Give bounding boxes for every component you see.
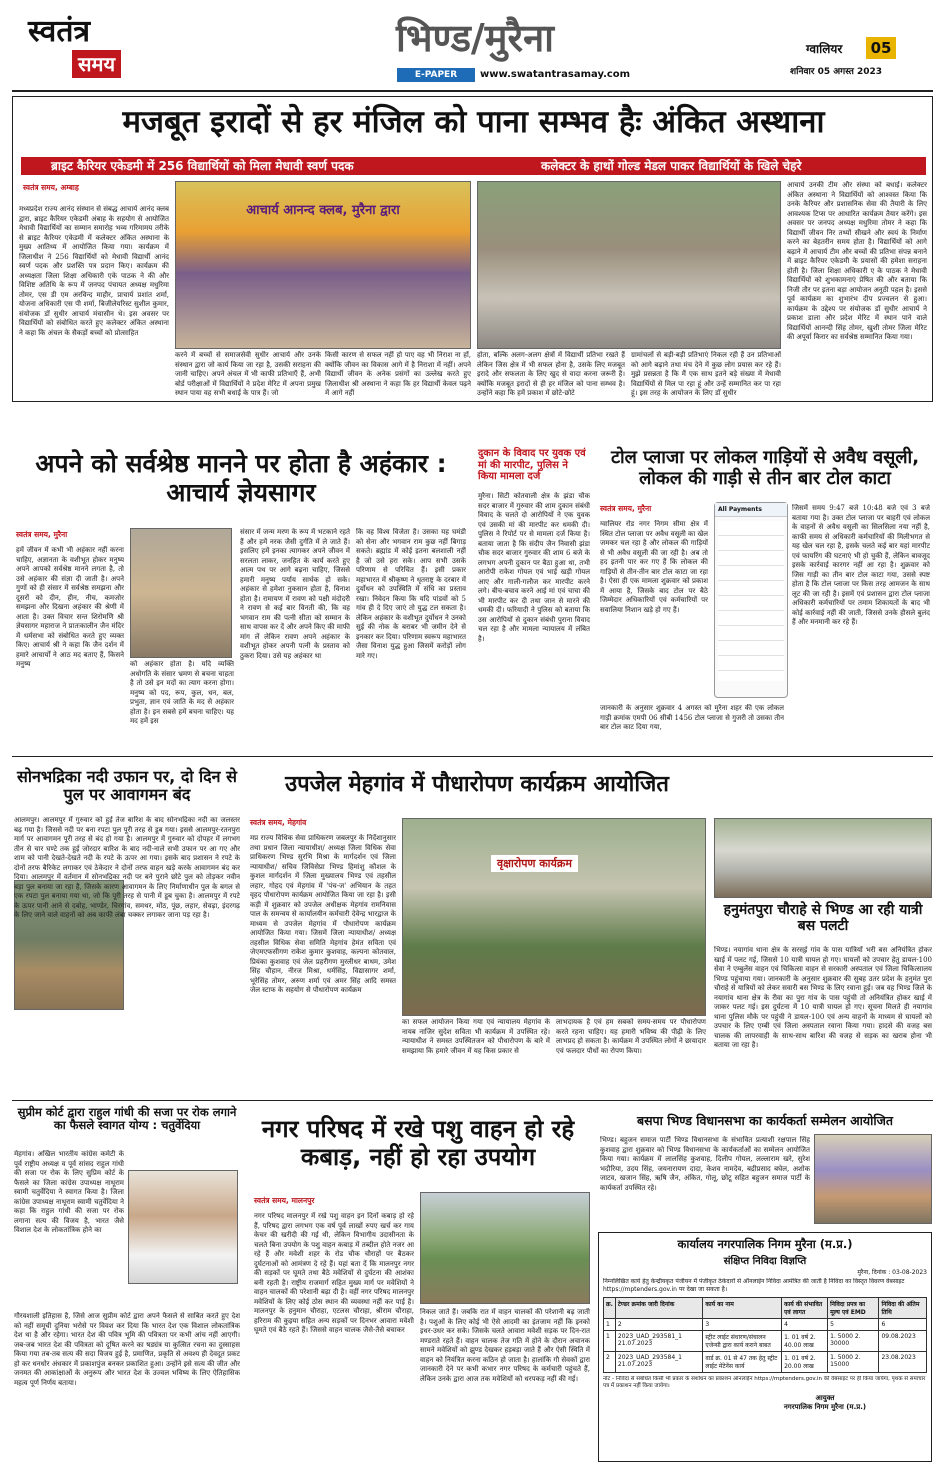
phone-header: All Payments xyxy=(715,503,787,517)
tender-header-row xyxy=(604,1298,927,1319)
tender-table xyxy=(603,1297,927,1373)
lead-col-3: किसी कारण से सफल नहीं हो पाए वह भी निराश ना हों, क्योंकि जीवन का विकास आगे में है निराशा में नहीं। अपने विद्यार्थी जीवन के अनेक प्रसंगों का उल्लेख करते हुए जिलाधीश श्री अस्थाना ने कहा कि हर विद्यार्थी केवल पढ़ने में आगे नहीं xyxy=(325,351,471,397)
lead-story xyxy=(12,96,933,402)
tender-col-date: निविदा की अंतिम तिथि xyxy=(879,1298,927,1319)
masthead xyxy=(0,0,945,90)
tender-col-tender: टेण्डर क्रमांक जारी दिनांक xyxy=(615,1298,703,1319)
dukaan-body: मुरैना। सिटी कोतवाली क्षेत्र के झंडा चौक सदर बाजार में गुरुवार की शाम दुकान संबंधी विवाद के चलते दो आरोपियों ने एक युवक एवं उसकी मां की मारपीट कर धमकी दी। पुलिस ने रिपोर्ट पर से मामला दर्ज किया है। बताया जाता है कि संदीप जैन निवासी झंडा चौक सदर बाजार गुरुवार की शाम 6 बजे के लगभग अपनी दुकान पर बैठा हुआ था, तभी आरोपी राकेश गोयल एवं भाई खड़ी गोयल आए और गाली-गलौज कर मारपीट करने लगे। बीच-बचाव करने आई मां एवं चाचा की भी मारपीट कर दी तथा जान से मारने की धमकी दी। फरियादी ने पुलिस को बताया कि उस आरोपियों से दुकान संबंधी पुराना विवाद चल रहा है और मामला न्यायालय में लंबित है। xyxy=(478,492,590,643)
paudharopan-photo xyxy=(402,818,706,1016)
epaper-label: E-PAPER xyxy=(397,68,475,82)
tender-index-cell: 3 xyxy=(703,1319,782,1331)
edition-title: भिण्ड/मुरैना xyxy=(395,16,554,60)
tender-cell-tender: 2023_UAD_293581_1 21.07.2023 xyxy=(615,1331,703,1352)
tender-index-cell: 6 xyxy=(879,1319,927,1331)
supreme-photo xyxy=(128,1170,238,1284)
ahankar-col-2: को अहंकार होता है। यदि व्यक्ति अधोगति के संसार भ्रमण से बचना चाहता है तो उसे इन मदों का त्याग करना होगा। मनुष्य को पद, रूप, कुल, धन, बल, प्रभुता, ज्ञान एवं जाति के मद से अहंकार होता है। इन सबसे हमें बचना चाहिए। यह मद हमें इस xyxy=(130,660,234,725)
masthead-rule xyxy=(12,90,933,92)
paudharopan-col-1: मप्र राज्य विधिक सेवा प्राधिकरण जबलपुर के निर्देशानुसार तथा प्रधान जिला न्यायाधीश/ अध्यक्ष जिला विधिक सेवा प्राधिकरण भिण्ड सुरभि मिश्रा के मार्गदर्शन एवं जिला न्यायाधीश/ सचिव जिविसेप्रा भिण्ड हिमांशु कौशल के कुशल मार्गदर्शन में जिला मुख्यालय भिण्ड एवं तहसील लहार, गोहद एवं मेहगांव में 'पंच-ज' अभियान के तहत वृहद पौधारोपण कार्यक्रम आयोजित किया जा रहा है। इसी कड़ी में शुक्रवार को उपजेल अधीक्षक मेहगांव रामनिवास पाल के समन्वय से कार्यालयीन कर्मचारी देवेन्द्र भारद्वाज के माध्यम से उपजेल मेहगांव में पौधारोपण कार्यक्रम आयोजित किया गया। जिसमें जिला न्यायाधीश/ अध्यक्ष तहसील विधिक सेवा समिति मेहगांव हेमंत सविता एवं जेएमएफसीगण राकेश कुमार कुशवाह, कल्पना कोतवाल, प्रियंका कुशवाह एवं जेल प्रहरीगण मुरलीधर बाथम, उमेश सिंह चौहान, नीरज मिश्रा, धर्मसिंह, विद्यासागर शर्मा, भूरेसिंह तोमर, अरुण शर्मा एवं अमर सिंह आदि समस्त जेल स्टाफ के सहयोग से पौधारोपण कार्यक्रम xyxy=(250,834,396,994)
brand-bottom: समय xyxy=(72,50,121,78)
tender-note: नोट - निविदा से संबंधित किसी भी प्रकार के संशोधन का प्रकाशन ऑनलाईन https://mptenders.gov.in की वेबसाइट पर ही किया जायेगा, पृथक से समाचार पत्र में प्रकाशन नहीं किया जायेगा। xyxy=(603,1376,926,1389)
supreme-body-2: गौरवशाली इतिहास है, जिसे आज सुप्रीम कोर्ट द्वारा अपने फैसले से साबित करते हुए देश को नहीं समूची दुनिया भरोसे पर विवश कर दिया कि भारत देश एक विशाल लोकतांत्रिक देश था है और रहेगा। भारत देश की पवित्र भूमि की पवित्रता पर कभी आंच नहीं आएगी। जब-जब भारत देश की पवित्रता को दूषित करने का षड्यंत्र या कुत्सित रचना का दुस्साहस किया गया तब-तब सत्य की सदा विजय हुई है, प्रमाणित, प्रकृति से अवश्य ही देवदूत प्रकट हो कर धनधोर अंधकार में प्रकाशपुंज बनकर प्रकाशित हुआ। उन्होंने इसे सत्य की जीत और जनमत की आकांक्षाओं के अनुरूप और भारत देश के उज्वल भविष्य के लिए ऐतिहासिक महत्व पूर्ण निर्णय बताया। xyxy=(14,1312,240,1387)
city-label: ग्वालियर xyxy=(806,42,843,56)
paudharopan-col-2: का सफल आयोजन किया गया एवं न्यायालय मेहगांव के नायब नाजिर सुदेश सविता भी कार्यक्रम में उपस्थित रहे। न्यायाधीश ने समस्त उपस्थितजन को पौधारोपण के बारे में समझाया कि हमारे जीवन में यह किस प्रकार से xyxy=(402,1018,550,1055)
ahankar-headline: अपने को सर्वश्रेष्ठ मानने पर होता है अहंकार : आचार्य ज्ञेयसागर xyxy=(35,449,447,507)
tender-cell-tender: 2023_UAD_293584_1 21.07.2023 xyxy=(615,1352,703,1373)
section-rule-1 xyxy=(12,756,933,757)
paudharopan-col-3: लाभदायक है एवं हम सबको समय-समय पर पौधारोपण करते रहना चाहिए। यह हमारी भविष्य की पीढ़ी के लिए लाभप्रद हो सकता है। कार्यक्रम में उपस्थित लोगों ने छायादार एवं फलदार पौधों का रोपण किया। xyxy=(556,1018,706,1055)
toll-headline: टोल प्लाजा पर लोकल गाड़ियों से अवैध वसूली, लोकल की गाड़ी से तीन बार टोल काटा xyxy=(610,447,920,489)
tender-index-cell: 1 xyxy=(604,1319,616,1331)
toll-col-2: जिसमें समय 9:47 बजे 10:48 बजे एवं 3 बजे बताया गया है। उक्त टोल प्लाजा पर बाहरी एवं लोकल के वाहनों से अवैध वसूली का सिलसिला नया नहीं है, काफी समय से अधिकारी कर्मचारियों की मिलीभगत से यह खेल चल रहा है, इसके चलते कई बार यहां मारपीट एवं फायरिंग की घटनाएं भी हो चुकी हैं, लेकिन बावजूद इसके कार्रवाई कारगर नहीं आ रहा है। शुक्रवार को जिस गाड़ी का तीन बार टोल काटा गया, उससे स्पष्ट होता है कि टोल प्लाजा पर किस तरह आमजन के साथ लूट की जा रही है। इसमें एवं प्रशासन द्वारा टोल प्लाजा अधिकारी कर्मचारियों पर तमाम शिकायतों के बाद भी कोई कार्रवाई नहीं की जाती, जिससे उनके हौसले बुलंद हैं और मनमानी कर रहे हैं। xyxy=(792,504,930,626)
tender-col-cost: कार्य की संभावित एवं लागत xyxy=(782,1298,828,1319)
paudharopan-byline: स्वतंत्र समय, मेहगांव xyxy=(250,818,307,827)
brand-logo xyxy=(28,14,128,86)
ahankar-byline: स्वतंत्र समय, मुरैना xyxy=(16,530,68,539)
tender-cell-cost: 1. 01 वर्ष 2. 40.00 लाख xyxy=(782,1331,828,1352)
basapa-headline: बसपा भिण्ड विधानसभा का कार्यकर्ता सम्मेलन आयोजित xyxy=(636,1113,894,1128)
dukaan-headline: दुकान के विवाद पर युवक एवं मां की मारपीट, पुलिस ने किया मामला दर्ज xyxy=(478,448,586,482)
supreme-headline: सुप्रीम कोर्ट द्वारा राहुल गांधी की सजा पर रोक लगाने का फैसले स्वागत योग्य : चतुर्वेदिया xyxy=(17,1105,237,1133)
tender-cell-date: 23.08.2023 xyxy=(879,1352,927,1373)
toll-phone-screenshot xyxy=(714,502,788,698)
paudharopan-banner: वृक्षारोपण कार्यक्रम xyxy=(491,855,578,872)
bus-photo xyxy=(714,818,932,898)
lead-photo-crowd xyxy=(477,181,781,349)
nagar-col-2: निकल जाते हैं। जबकि रात में वाहन चालकों की परेशानी बढ़ जाती है। पशुओं के लिए कोई भी ऐसे आदमी का इंतजाम नहीं कि इनको इधर-उधर कर सके। जिसके चलते आवारा मवेशी सड़क पर दिन-रात मण्डराते रहते हैं। वाहन चालक तेज गति में होने के दौरान अचानक सामने मवेशियों को झुण्ड देखकर हड़बड़ा जाते हैं और ऐसी स्थिति में वाहन को नियंत्रित करना कठिन हो जाता है। हालांकि गौ सेवकों द्वारा जानकारी देने पर कभी कभार नगर परिषद के कर्मचारी पहुंचते हैं, लेकिन उनके द्वारा आज तक मवेशियों को धरपकड़ नहीं की गई। xyxy=(420,1308,590,1383)
tender-signature-title: आयुक्त xyxy=(815,1394,835,1402)
ahankar-col-1: हमें जीवन में कभी भी अहंकार नहीं करना चाहिए, अज्ञानता के वशीभूत होकर मनुष्य अपने आपको सर्वश्रेष्ठ मानने लगता है, तो उसे अहंकार की संज्ञा दी जाती है। अपने गुणों को ही संसार में सर्वश्रेष्ठ समझना और दूसरों को दीन, हीन, नीच, कमजोर समझना और दिखना अहंकार की श्रेणी में आता है। उक्त विचार सन्त शिरोमणि श्री ज्ञेयसागर महाराज ने प्रातःकालीन जैन मंदिर में धर्मसभा को संबोधित करते हुए व्यक्त किए। आचार्य श्री ने कहा कि जैन दर्शन में हमारे आचार्यों ने आठ मद बताए हैं, किसने मनुष्य xyxy=(16,546,124,668)
lead-col-4: होता, बल्कि अलग-अलग क्षेत्रों में विद्यार्थी प्रतिभा रखते हैं लेकिन जिस क्षेत्र में भी सफल होना है, उसके लिए मजबूत इरादे और सफलता के लिए खुद से वादा करना जरूरी है। क्योंकि मजबूत इरादों से ही हर मंजिल को पाना सम्भव है। उन्होंने कहा कि हमें प्रकाश में छोटे-छोटे xyxy=(477,351,625,397)
sonbhadrika-headline: सोनभद्रिका नदी उफान पर, दो दिन से पुल पर आवागमन बंद xyxy=(17,767,237,805)
tender-index-cell: 4 xyxy=(782,1319,828,1331)
tender-cell-no: 1 xyxy=(604,1331,616,1352)
tender-signature-office: नगरपालिक निगम मुरैना (म.प्र.) xyxy=(783,1403,867,1411)
tender-col-work: कार्य का नाम xyxy=(703,1298,782,1319)
tender-col-emd: निविदा प्रपत्र का मूल्य एवं EMD xyxy=(828,1298,879,1319)
lead-strap xyxy=(21,157,926,175)
tender-ref: मुरैना, दिनांक : 03-08-2023 xyxy=(857,1269,927,1276)
lead-photo-award xyxy=(175,181,471,349)
toll-col-1: ग्वालियर रोड नगर निगम सीमा क्षेत्र में स्थित टोल प्लाजा पर अवैध वसूली का खेल जमकर चल रहा है और लोकल की गाड़ियों से भी अवैध वसूली की जा रही है। अब तो हद इतनी पार कर गए हैं कि लोकल की गाड़ियों से तीन-तीन बार टोल काटा जा रहा है। ऐसा ही एक मामला शुक्रवार को प्रकाश में आया है, जिसके बाद टोल पर बैठे जिम्मेदार अधिकारियों एवं कर्मचारियों पर सवालिया निशान खड़े हो गए हैं। xyxy=(600,520,708,614)
page-number: 05 xyxy=(866,37,896,59)
tender-cell-emd: 1. 5000 2. 15000 xyxy=(828,1352,879,1373)
nagar-photo xyxy=(420,1192,590,1304)
lead-headline: मजबूत इरादों से हर मंजिल को पाना सम्भव हैः अंकित अस्थाना xyxy=(122,104,825,140)
tender-cell-emd: 1. 5000 2. 30000 xyxy=(828,1331,879,1352)
table-row xyxy=(604,1352,927,1373)
photo-banner-text: आचार्य आनन्द क्लब, मुरैना द्वारा xyxy=(246,203,400,218)
tender-intro: निम्नलिखित कार्य हेतु केन्द्रीयकृत पंजीयन में पंजीकृत ठेकेदारों से ऑनलाईन निविदा आमंत्रित की जाती है निविदा का विस्तृत विवरण वेबसाइट https://mptenders.gov.in पर देखा जा सकता है। xyxy=(603,1278,905,1293)
paudharopan-headline: उपजेल मेहगांव में पौधारोपण कार्यक्रम आयोजित xyxy=(285,772,669,797)
tender-cell-date: 09.08.2023 xyxy=(879,1331,927,1352)
tender-cell-work: स्ट्रीट लाईट संधारण/संचालन एजेन्सी द्वारा कार्य कराने बाबत xyxy=(703,1331,782,1352)
toll-col-1b: जानकारी के अनुसार शुक्रवार 4 अगस्त को मुरैना शहर की एक लोकल गाड़ी क्रमांक एमपी 06 सीबी 1456 टोल प्लाजा से गुजरी तो उसका तीन बार टोल काट दिया गया, xyxy=(600,704,784,731)
tender-col-no: क्र. xyxy=(604,1298,616,1319)
tender-index-row xyxy=(604,1319,927,1331)
issue-date: शनिवार 05 अगस्त 2023 xyxy=(790,67,883,77)
tender-office: कार्यालय नगरपालिक निगम मुरैना (म.प्र.) xyxy=(677,1237,853,1251)
nagar-headline: नगर परिषद में रखे पशु वाहन हो रहे कबाड़, नहीं हो रहा उपयोग xyxy=(261,1115,575,1171)
tender-cell-no: 2 xyxy=(604,1352,616,1373)
tender-cell-cost: 1. 01 वर्ष 2. 20.00 लाख xyxy=(782,1352,828,1373)
bus-headline: हनुमंतपुरा चौराहे से भिण्ड आ रही यात्री बस पलटी xyxy=(723,902,923,935)
lead-col-1: मध्यप्रदेश राज्य आनंद संस्थान से संबद्ध आचार्य आनंद क्लब द्वारा, ब्राइट कैरियर एकेडमी अंबाह के सहयोग से आयोजित मेधावी विद्यार्थियों का सम्मान समारोह भव्य गरिमामय तरीके से ब्राइट कैरियर एकेडमी में कलेक्टर अंकित अस्थाना के मुख्य आतिथ्य में आयोजित किया गया। कार्यक्रम में जिलाधीश ने 256 विद्यार्थियों को मेधावी विद्यार्थी आनंद स्वर्ण पदक और प्रशस्ति पत्र प्रदान किए। कार्यक्रम की अध्यक्षता जिला शिक्षा अधिकारी एके पाठक ने की और विशिष्ट अतिथि के रूप में जनपद पंचायत अध्यक्ष मधुरिमा तोमर, एस डी एम अरविन्द माहौर, प्राचार्य प्रशांत शर्मा, योजना अधिकारी एस पी शर्मा, बिजीलेयरिस्ट सुशील कुमार, संयोजक डॉ सुधीर आचार्य मंचासीन थे। इस अवसर पर विद्यार्थियों को संबोधित करते हुए कलेक्टर अंकित अस्थाना ने कहा कि अंचल के सैकड़ों बच्चों को प्रोत्साहित xyxy=(19,205,169,337)
strap-right: कलेक्टर के हाथों गोल्ड मेडल पाकर विद्यार्थियों के खिले चेहरे xyxy=(541,159,802,173)
supreme-body-1: मेहगांव। अखिल भारतीय कांग्रेस कमेटी के पूर्व राष्ट्रीय अध्यक्ष व पूर्व सांसद राहुल गांधी की सजा पर रोक के लिए सुप्रिम कोर्ट के फैसले का जिला कांग्रेस उपाध्यक्ष नाथूराम स्वामी चतुर्वेदिया ने स्वागत किया है। जिला कांग्रेस उपाध्यक्ष नाथूराम स्वामी चतुर्वेदिया ने कहा कि राहुल गांधी की सजा पर रोक लगाना सत्य की विजय है, भारत जैसे विशाल देश के लोकतांत्रिक होने का xyxy=(14,1150,124,1234)
tender-cell-work: वार्ड क्र. 01 से 47 तक हेतु स्ट्रीट लाईट मेंटेनेंस कार्य xyxy=(703,1352,782,1373)
toll-byline: स्वतंत्र समय, मुरैना xyxy=(600,504,652,513)
nagar-col-1: नगर परिषद मालनपुर में रखे पशु वाहन इन दिनों कबाड़ हो रहे हैं, परिषद द्वारा लगभग एक वर्ष पूर्व लाखों रुपए खर्च कर गाय केचर की खरीदी की गई थी, लेकिन विभागीय उदासीनता के चलते बिना उपयोग के पशु वाहन कबाड़ में तब्दील होते नजर आ रहे हैं और मवेशी शहर के रोड चौक चौराहों पर बैठकर दुर्घटनाओं को आमंत्रण दे रहे हैं। यहां बता दें कि मालनपुर नगर की सड़कों पर घूमते तथा बैठे मवेशियों से दुर्घटना की आशंका बनी रहती है। राष्ट्रीय राजमार्ग सहित मुख्य मार्ग पर मवेशियों ने वाहन चालकों की परेशानी बढ़ा दी है। वहीं नगर परिषद मालनपुर मवेशियों के लिए कोई ठोस स्थान की व्यवस्था नहीं कर पाई है। मालनपुर के हनुमान चौराहा, एटलस चौराहा, श्रीराम चौराहा, हरिराम की कुइया सहित अन्य सड़कों पर दिनभर आवारा मवेशी घूमते एवं बैठे रहते हैं। जिससे वाहन चालक जैसे-तैसे बचाकर xyxy=(254,1212,414,1334)
nagar-byline: स्वतंत्र समय, मालनपुर xyxy=(254,1196,315,1205)
tender-notice xyxy=(598,1232,932,1462)
lead-col-6: आचार्य उनकी टीम और संस्था को बधाई। कलेक्टर अंकित अस्थाना ने विद्यार्थियों को आश्वस्त किया कि उनके कैरियर और प्रशासनिक सेवा की तैयारी के लिए आवश्यक टिप्स पर आधारित कार्यक्रम तैयार करेंगे। इस अवसर पर जनपद अध्यक्ष मधुरिमा तोमर ने कहा कि विद्यार्थी जीवन निर तथ्यों सीखने और स्वयं के निर्माण करने का बेहतरीन समय होता है। विद्यार्थियों को आगे बढ़ाने में आचार्य टीम और बच्चों की प्रतिभा संपन्न बनाने में ब्राइट कैरियर एकेडमी के प्रयासों की हमेशा सराहना होती है। जिला शिक्षा अधिकारी ए के पाठक ने मेधावी विद्यार्थियों को शुभकामनाएं प्रेषित की और बताया कि निजी तौर पर इतना बड़ा आयोजन अनूठी पहल है। इससे पूर्व कार्यक्रम का शुभारंभ दीप प्रज्वलन से हुआ। कार्यक्रम के उद्देश्य पर संयोजक डॉ सुधीर आचार्य ने प्रकाश डाला और प्रदेश मेरिट में स्थान पाने वाले विद्यार्थियों आनन्दी सिंह तोमर, खुशी तोमर जिला मेरिट की अपूर्वा किरार का सर्वश्रेष्ठ सम्मानित किया गया। xyxy=(787,181,927,341)
lead-col-5: ग्रामांचलों से बड़ी-बड़ी प्रतिभाएं निकल रही हैं उन प्रतिभाओं को आगे बढ़ाने तथा मंच देने में कुछ लोग प्रयास कर रहे हैं। मुझे प्रसन्नता है कि मैं एक साथ इतने बड़े संख्या में मेधावी विद्यार्थियों से मिल पा रहा हूं और उन्हें सम्मानित कर पा रहा हूं। इस तरह के आयोजन के लिए डॉ सुधीर xyxy=(631,351,781,397)
bus-body: भिण्ड। नयागांव थाना क्षेत्र के सरस्ई गांव के पास यात्रियों भरी बस अनियंत्रित होकर खाई में पलट गई, जिससे 10 यात्री घायल हो गए। घायलों को उपचार हेतु डायल-100 सेवा ने एम्बुलेंस वाहन एवं चिकित्सा वाहन से सरकारी अस्पताल एवं जिला चिकित्सालय भिण्ड पहुंचाया गया। जानकारी के अनुसार शुक्रवार की सुबह उतर प्रदेश के हनुमंत पुरा चौराहे से यात्रियों को लेकर सवारी बस भिण्ड के लिए रवाना हुई। जब वह भिण्ड जिले के नयागांव थाना क्षेत्र के रीवा का पुरा गांव के पास पहुंची तो अनियंत्रित होकर खाई में जाकर पलट गई। इस दुर्घटना में 10 यात्री घायल हो गए। सूचना मिलते ही नयागांव थाना पुलिस मौके पर पहुंची ने डायल-100 एवं अन्य वाहनों के माध्यम से घायलों को उपचार के लिए एम्बी एवं जिला अस्पताल रवाना किया गया। हादसे की वजह बस चालक की लापरवाही के साथ-साथ बारिश की वजह से सड़क का खराब होना भी बताया जा रहा है। xyxy=(714,946,932,1049)
lead-byline: स्वतंत्र समय, अम्बाह xyxy=(23,183,79,192)
lead-col-2: करने में बच्चों से समाजसेवी सुधीर आचार्य और उनके संस्थान द्वारा जो कार्य किया जा रहा है, उसकी सराहना की जानी चाहिए। अपने अंचल में भी काफी प्रतिभाएँ हैं, अभी बोर्ड परीक्षाओं में विद्यार्थियों ने प्रदेश मेरिट में अपना प्रमुख स्थान पाया वह सभी बधाई के पात्र हैं। जो xyxy=(175,351,321,397)
tender-title: संक्षिप्त निविदा विज्ञप्ति xyxy=(723,1256,807,1267)
strap-left: ब्राइट कैरियर एकेडमी में 256 विद्यार्थियों को मिला मेधावी स्वर्ण पदक xyxy=(51,159,354,173)
basapa-body: भिण्ड। बहुजन समाज पार्टी भिण्ड विधानसभा के संभावित प्रत्याशी रक्षपाल सिंह कुशवाह द्वारा शुक्रवार को भिण्ड विधानसभा के कार्यकर्ताओं का सम्मेलन आयोजित किया गया। कार्यक्रम में लालसिंह कुशवाह, दिलीप गोयल, लल्लाराम खरे, सुरेश भदौरिया, उदय सिंह, जयनारायण दादा, केशव नामदेव, बद्रीप्रसाद बघेल, अशोक जाटव, खजान सिंह, ऋषि जैन, अंकित, गोलू, छोटू सहित बहुजन समाज पार्टी के कार्यकर्ता उपस्थित रहे। xyxy=(600,1136,810,1192)
tender-index-cell: 5 xyxy=(828,1319,879,1331)
table-row xyxy=(604,1331,927,1352)
website-link[interactable]: www.swatantrasamay.com xyxy=(480,69,631,80)
ahankar-col-3: संसार में जन्म मरण के रूप में भटकाने रहते हैं और हमें नरक जैसी दुर्गति में ले जाते हैं। इसलिए हमें इनका त्यागकर अपने जीवन में सरलता लाकर, जनहित के कार्य करते हुए आत्म पथ पर आगे बढ़ना चाहिए, जिससे हमारी मनुष्य पर्याय सार्थक हो सके। अहंकार से हमेशा नुकसान होता है, विनाश होता है। रामायण में रावण को पक्षी मंदोदरी ने रावण से कई बार विनती की, कि वह भगवान राम की पत्नी सीता को सम्मान के साथ वापस कर दें और अपने किए की माफी मांग लें लेकिन रावण अपने अहंकार के वशीभूत होकर अपनी पत्नी के प्रस्ताव को ठुकरा दिया। उसे यह अहंकार था xyxy=(240,528,350,660)
phone-list xyxy=(718,521,784,681)
tender-index-cell: 2 xyxy=(615,1319,703,1331)
sonbhadrika-body: आलमपुर। आलमपुर में गुरुवार को हुई तेज बारिश के बाद सोनभद्रिका नदी का जलस्तर बढ़ गया है। जिससे नदी पर बना रपटा पुल पूरी तरह से डूब गया। इससे आलमपुर-रतनपुरा मार्ग पर आवागमन पूरी तरह से बंद हो गया है। आलमपुर में गुरुवार को दोपहर में लगभग तीन से चार घण्टे तक हुई जोरदार बारिश के बाद नदी-नाले सभी उफान पर आ गए और शाम को पानी देखते-देखते नदी के रपटे के ऊपर आ गया। इसके बाद प्रशासन ने रपटे के दोनों तरफ बैरिकेट लगाकर एवं ठेकेदार ने दोनों तरफ वाहन खड़े करके आवागमन बंद कर दिया। आलमपुर में वर्तमान में सोनभद्रिका नदी पर बने पुराने छोटे पुल को तोड़कर नवीन बड़ा पुल बनाया जा रहा है, जिसके कारण आवागमन के लिए निर्माणाधीन पुल के बगल से एक रपटा पुल बनाया गया था, जो कि पूरी तरह से पानी में डूब चुका है। आलमपुर में रपटे के ऊपर पानी आने से दबोह, भाण्डेर, चिरगांव, समथर, मोंठ, पूंछ, लहार, सेवढ़ा, इंदरगढ़ के लिए जाने वाले वाहनों को अब काफी लंबा चक्कर लगाकर जाना पड़ रहा है। xyxy=(14,816,240,919)
ahankar-col-4: कि वह विश्व विजेता है। उसका यह घमंडी को सेना और भगवान राम कुछ नहीं बिगाड़ सकते। ब्रह्मांड में कोई इतना बलशाली नहीं है जो उसे हरा सके। आप सभी उसके परिणाम से परिचित हैं। इसी प्रकार महाभारत में श्रीकृष्ण ने धृतराष्ट्र के दरबार में दुर्योधन को उपस्थिति में संधि का प्रस्ताव रखा। निवेदन किया कि यदि पांडवों को 5 गांव ही दे दिए जाएं तो युद्ध टल सकता है। लेकिन अहंकार के वशीभूत दुर्योधन ने उनको सुई की नोक के बराबर भी जमीन देने से इनकार कर दिया। परिणाम स्वरूप महाभारत जैसा विनाश युद्ध हुआ जिसमें करोड़ों लोग मारे गए। xyxy=(356,528,466,660)
brand-top: स्वतंत्र xyxy=(28,14,91,49)
ahankar-photo xyxy=(130,528,232,658)
basapa-photo xyxy=(814,1134,932,1224)
section-rule-2 xyxy=(12,1100,933,1101)
